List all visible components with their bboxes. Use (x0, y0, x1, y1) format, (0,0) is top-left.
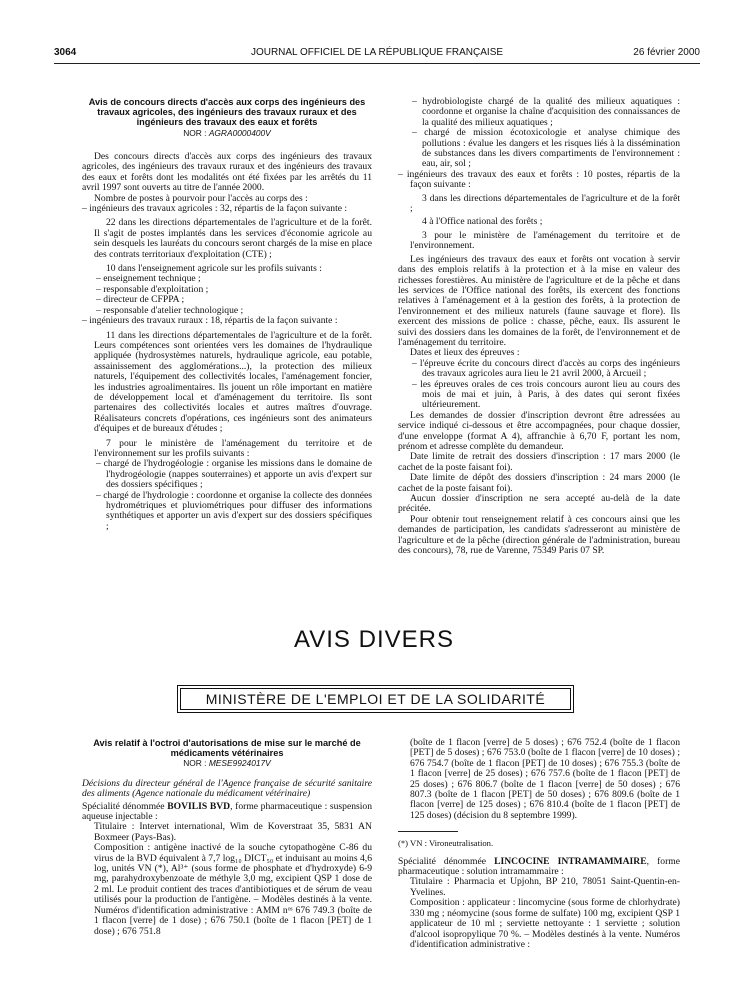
dates-head: Dates et lieux des épreuves : (410, 347, 520, 359)
rur-11: 11 dans les directions départementales de l'agriculture et de la forêt. Leurs compétences sont orientées vers les domaines de l'hydraulique appliquée (hydrosystèmes naturels, hydraulique agricole, eau potable, assainissement des agglomérations...), la protection des milieux naturels, l'équipement des collectivités locales, l'aménagement foncier, les industries agroalimentaires. Ils jouent un rôle important en matière de développement local et d'aménagement du territoire. Ils sont partenaires des collectivités locales et autres maîtres d'ouvrage. Réalisateurs concrets d'opérations, ces ingénieurs sont des animateurs d'équipes et de bureaux d'études ; (94, 329, 372, 435)
agri-profile-4: – responsable d'atelier technologique ; (96, 304, 244, 316)
ministry-name: MINISTÈRE DE L'EMPLOI ET DE LA SOLIDARITÉ (180, 688, 571, 710)
agri-10: 10 dans l'enseignement agricole sur les profils suivants : (106, 263, 322, 275)
avis1-nombre: Nombre de postes à pourvoir pour l'accès au corps des : (94, 192, 308, 204)
sp2-rest: , forme pharmaceutique : solution intramammaire : (398, 855, 680, 878)
sp2-name: LINCOCINE INTRAMAMMAIRE (494, 855, 647, 867)
sp2-titulaire: Titulaire : Pharmacia et Upjohn, BP 210, 78051 Saint-Quentin-en-Yvelines. (410, 876, 680, 898)
sp1-composition: Composition : antigène inactivé de la souche cytopathogène C-86 du virus de la BVD équivalent à 7,7 log₁₀ DICT₅₀ et induisant au moins 4,6 log, unités VN (*), Al³⁺ (sous forme de phosphate et d'hydroxyde) 6-9 mg, parahydroxybenzoate de méthyle 3,0 mg, excipient QSP 1 dose de 2 ml. Le produit contient des traces d'antibiotiques et de sérum de veau utilisés pour la production de l'antigène. – Modèles destinés à la vente. Numéros d'identification administrative : AMM nᵒˢ 676 749.3 (boîte de 1 flacon [verre] de 1 dose) ; 676 750.1 (boîte de 1 flacon [PET] de 1 dose) ; 676 751.8 (94, 842, 372, 937)
ministry-box (177, 685, 574, 713)
nor-code: AGRA0000400V (208, 127, 271, 138)
date-depot: Date limite de dépôt des dossiers d'inscription : 24 mars 2000 (le cachet de la poste faisant foi). (398, 472, 680, 494)
agri-profile-3: – directeur de CFPPA ; (96, 294, 185, 306)
avis2-right-column (398, 738, 680, 950)
nor-label: NOR : (183, 127, 209, 138)
page-header (54, 47, 700, 61)
avis2-title: Avis relatif à l'octroi d'autorisations de mise sur le marché de médicaments vétérinaires (93, 738, 361, 759)
ef-head: – ingénieurs des travaux des eaux et forêts : 10 postes, répartis de la façon suivante : (398, 168, 680, 191)
date-retrait: Date limite de retrait des dossiers d'inscription : 17 mars 2000 (le cachet de la poste faisant foi). (398, 451, 680, 473)
journal-title: JOURNAL OFFICIEL DE LA RÉPUBLIQUE FRANÇAISE (250, 47, 504, 58)
ef-description: Les ingénieurs des travaux des eaux et forêts ont vocation à servir dans des emplois relatifs à la protection et à la mise en valeur des richesses forestières. Au ministère de l'agriculture et de la pêche et dans les services de l'Office national des forêts, ils exercent des fonctions relatives à l'aménagement et à la gestion des forêts, à la protection de l'environnement et des milieux naturels (faune sauvage et flore). Ils exercent des missions de police : chasse, pêche, eaux. Ils assurent le suivi des dossiers dans les domaines de la forêt, de l'environnement et de l'aménagement du territoire. (398, 253, 680, 348)
ef-3: 3 dans les directions départementales de l'agriculture et de la forêt ; (410, 192, 680, 215)
nor-label: NOR : (183, 758, 209, 769)
section-title: AVIS DIVERS (294, 626, 454, 653)
agri-head: – ingénieurs des travaux agricoles : 32, répartis de la façon suivante : (82, 203, 348, 215)
footnote-rule (398, 831, 458, 832)
sp1-label: Spécialité dénommée (82, 800, 168, 812)
sp1-continued: (boîte de 1 flacon [verre] de 5 doses) ; 676 752.4 (boîte de 1 flacon [PET] de 5 doses) ; 676 753.0 (boîte de 1 flacon [verre] de 10 doses) ; 676 754.7 (boîte de 1 flacon [PET] de 10 doses) ; 676 755.3 (boîte de 1 flacon [verre] de 25 doses) ; 676 757.6 (boîte de 1 flacon [PET] de 25 doses) ; 676 806.7 (boîte de 1 flacon [verre] de 50 doses) ; 676 807.3 (boîte de 1 flacon [PET] de 50 doses) ; 676 809.6 (boîte de 1 flacon [verre] de 125 doses) ; 676 810.4 (boîte de 1 flacon [PET] de 125 doses) (décision du 8 septembre 1999). (410, 737, 680, 821)
sp2-heading (398, 857, 680, 878)
rur-profile-4: – chargé de mission écotoxicologie et analyse chimique des pollutions : évalue les dangers et les risques liés à la dissémination de substances dans les divers compartiments de l'environnement : eau, air, sol ; (412, 127, 680, 170)
agri-22: 22 dans les directions départementales de l'agriculture et de la forêt. Il s'agit de postes implantés dans les services d'économie agricole au sein desquels les lauréats du concours seront chargés de la mise en place des contrats territoriaux d'exploitation (CTE) ; (94, 217, 372, 260)
avis1-left-column (82, 97, 372, 532)
avis2-left-column (82, 738, 372, 937)
rur-head: – ingénieurs des travaux ruraux : 18, répartis de la façon suivante : (82, 315, 338, 327)
sp1-name: BOVILIS BVD (167, 800, 231, 812)
nor-code: MESE9924017V (208, 758, 271, 769)
rur-7: 7 pour le ministère de l'aménagement du territoire et de l'environnement sur les profils suivants : (94, 437, 372, 459)
renseignement: Pour obtenir tout renseignement relatif à ces concours ainsi que les demandes de participation, les candidats s'adresseront au ministère de l'agriculture et de la pêche (direction générale de l'administration, bureau des concours), 78, rue de Varenne, 75349 Paris 07 SP. (398, 513, 680, 557)
date-ecrite: – l'épreuve écrite du concours direct d'accès au corps des ingénieurs des travaux agricoles aura lieu le 21 avril 2000, à Arcueil ; (412, 357, 680, 380)
sp2-label: Spécialité dénommée (398, 855, 495, 867)
ef-4: 4 à l'Office national des forêts ; (422, 216, 543, 228)
demandes: Les demandes de dossier d'inscription devront être adressées au service indiqué ci-dessous et être accompagnées, pour chaque dossier, d'une enveloppe (format A 4), affranchie à 6,70 F, portant les nom, prénom et adresse complète du demandeur. (398, 409, 680, 452)
sp1-rest: , forme pharmaceutique : suspension aqueuse injectable : (82, 800, 372, 823)
agri-profile-2: – responsable d'exploitation ; (96, 283, 209, 295)
avis1-title: Avis de concours directs d'accès aux corps des ingénieurs des travaux agricoles, des ingénieurs des travaux ruraux et des ingénieurs des travaux des eaux et forêts (88, 97, 366, 128)
sp1-heading (82, 802, 372, 823)
sp1-titulaire: Titulaire : Intervet international, Wim de Koverstraat 35, 5831 AN Boxmeer (Pays-Bas). (94, 821, 372, 843)
rur-profile-3: – hydrobiologiste chargé de la qualité des milieux aquatiques : coordonne et organise la chaîne d'acquisition des connaissances de la qualité des milieux aquatiques ; (412, 96, 680, 128)
rur-profile-1: – chargé de l'hydrogéologie : organise les missions dans le domaine de l'hydrogéologie (nappes souterraines) et apporte un avis d'expert sur des dossiers spécifiques ; (96, 458, 372, 491)
footnote: (*) VN : Vironeutralisation. (398, 838, 494, 849)
avis1-right-column (398, 97, 680, 556)
avis2-nor (82, 758, 372, 768)
page-number: 3064 (54, 47, 77, 58)
ef-3b: 3 pour le ministère de l'aménagement du territoire et de l'environnement. (410, 229, 680, 252)
avis1-nor (82, 128, 372, 138)
avis1-intro: Des concours directs d'accès aux corps des ingénieurs des travaux agricoles, des ingénieurs des travaux ruraux et des ingénieurs des travaux des eaux et forêts dont les modalités ont été fixées par les arrêtés du 11 avril 1997 sont ouverts au titre de l'année 2000. (82, 151, 372, 194)
agri-profile-1: – enseignement technique ; (96, 273, 201, 285)
header-rule (54, 63, 700, 64)
sp2-composition: Composition : applicateur : lincomycine (sous forme de chlorhydrate) 330 mg ; néomycine (sous forme de sulfate) 100 mg, excipient QSP 1 applicateur de 10 ml ; serviette nettoyante : 1 serviette ; solution d'alcool isopropylique 70 %. – Modèles destinés à la vente. Numéros d'identification administrative : (410, 897, 680, 950)
rur-profile-2: – chargé de l'hydrologie : coordonne et organise la collecte des données hydrométriques et pluviométriques pour diffuser des informations synthétiques et apporter un avis d'expert sur des dossiers spécifiques ; (96, 489, 372, 532)
date-orale: – les épreuves orales de ces trois concours auront lieu au cours des mois de mai et juin, à Paris, à des dates qui seront fixées ultérieurement. (412, 378, 680, 411)
issue-date: 26 février 2000 (633, 47, 700, 58)
avis2-decisions: Décisions du directeur général de l'Agence française de sécurité sanitaire des aliments (Agence nationale du médicament vétérinaire) (82, 777, 372, 800)
aucun-dossier: Aucun dossier d'inscription ne sera accepté au-delà de la date précitée. (398, 493, 680, 515)
